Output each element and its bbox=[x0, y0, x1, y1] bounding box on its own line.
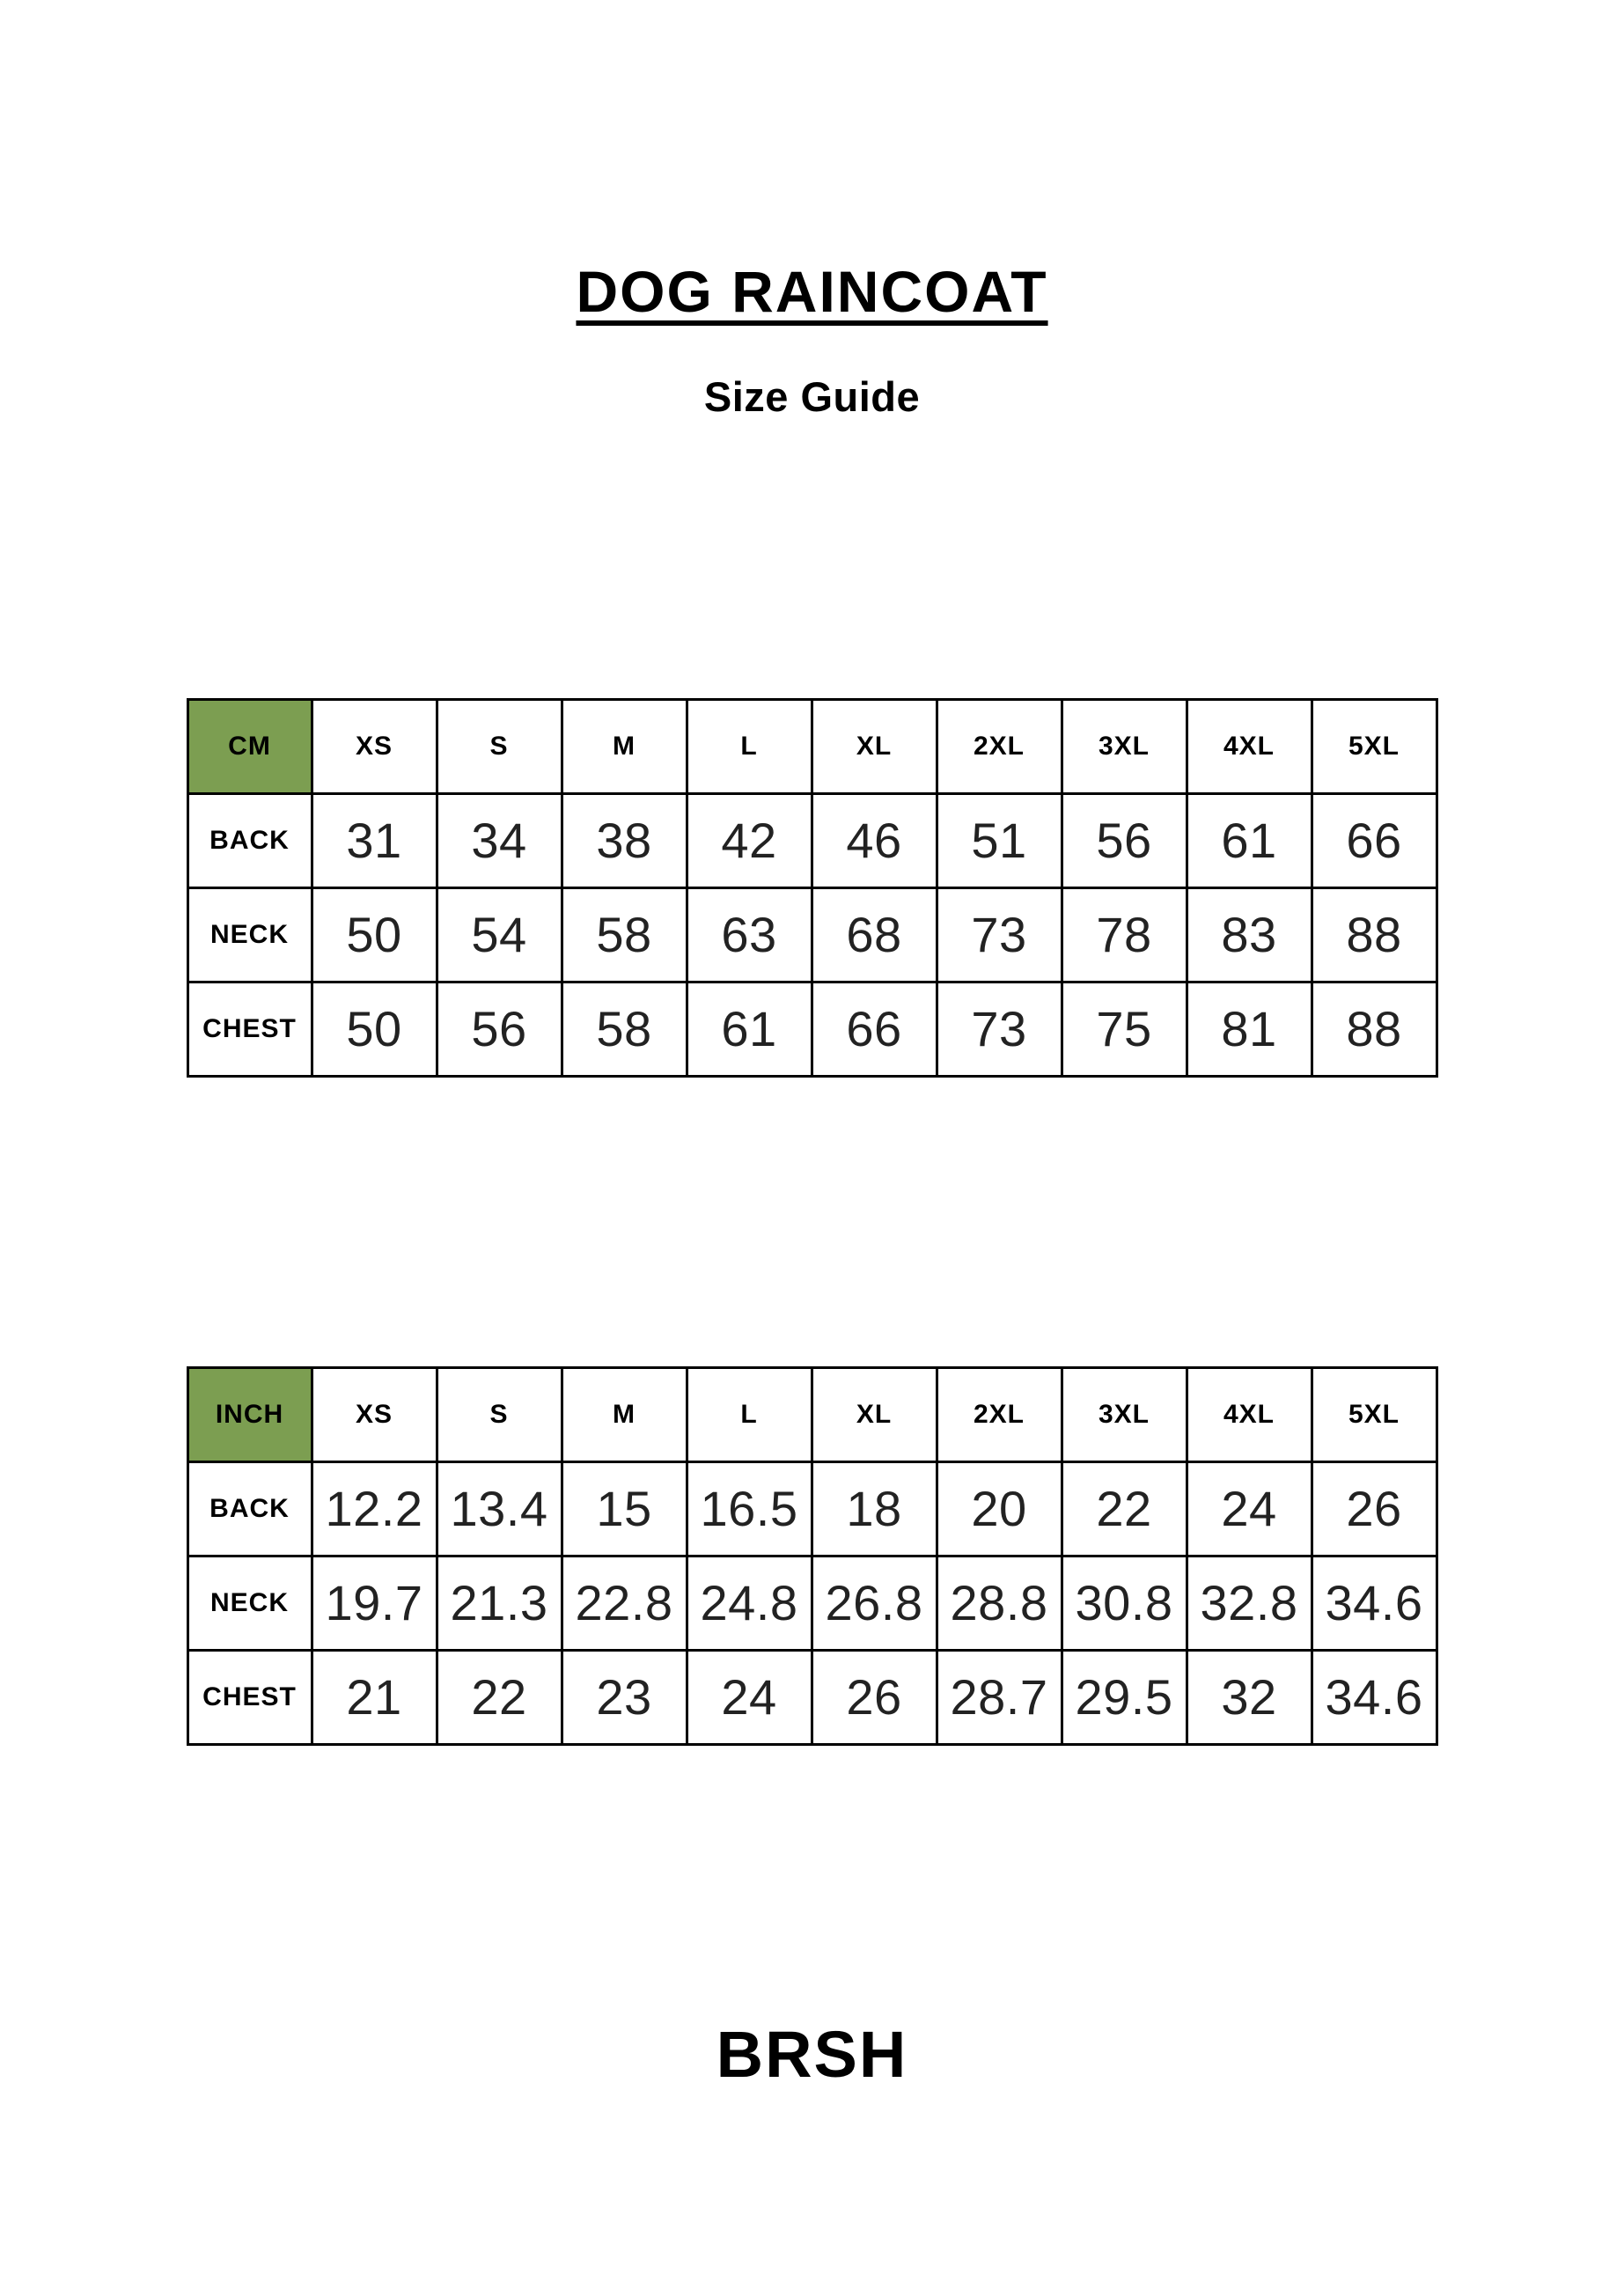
table-cell: 31 bbox=[312, 793, 437, 887]
header-row bbox=[187, 699, 1437, 793]
size-column-header: XS bbox=[312, 1367, 437, 1461]
table-cell: 16.5 bbox=[687, 1461, 812, 1556]
table-row-back-inch bbox=[187, 1461, 1437, 1556]
brand-logo: BRSH bbox=[716, 2017, 908, 2091]
table-cell: 34.6 bbox=[1312, 1556, 1437, 1650]
table-cell: 51 bbox=[937, 793, 1062, 887]
table-cell: 73 bbox=[937, 982, 1062, 1076]
table-cell: 30.8 bbox=[1062, 1556, 1187, 1650]
table-cell: 22 bbox=[437, 1650, 562, 1744]
table-cell: 34 bbox=[437, 793, 562, 887]
size-column-header: S bbox=[437, 699, 562, 793]
table-cell: 66 bbox=[1312, 793, 1437, 887]
row-label: BACK bbox=[187, 793, 312, 887]
size-column-header: L bbox=[687, 1367, 812, 1461]
table-cell: 83 bbox=[1187, 887, 1312, 982]
table-cell: 73 bbox=[937, 887, 1062, 982]
table-cell: 22.8 bbox=[562, 1556, 687, 1650]
page-subtitle: Size Guide bbox=[703, 373, 921, 421]
row-label: NECK bbox=[187, 1556, 312, 1650]
table-cell: 78 bbox=[1062, 887, 1187, 982]
size-column-header: 4XL bbox=[1187, 1367, 1312, 1461]
table-cell: 61 bbox=[687, 982, 812, 1076]
table-cell: 63 bbox=[687, 887, 812, 982]
table-cell: 28.7 bbox=[937, 1650, 1062, 1744]
row-label: CHEST bbox=[187, 1650, 312, 1744]
table-cell: 29.5 bbox=[1062, 1650, 1187, 1744]
table-cell: 38 bbox=[562, 793, 687, 887]
page-title: DOG RAINCOAT bbox=[576, 259, 1048, 324]
size-table-cm bbox=[187, 698, 1438, 1078]
size-column-header: S bbox=[437, 1367, 562, 1461]
header-row bbox=[187, 1367, 1437, 1461]
table-cell: 54 bbox=[437, 887, 562, 982]
table-cell: 18 bbox=[812, 1461, 937, 1556]
table-cell: 24 bbox=[687, 1650, 812, 1744]
table-cell: 28.8 bbox=[937, 1556, 1062, 1650]
size-column-header: L bbox=[687, 699, 812, 793]
table-cell: 56 bbox=[1062, 793, 1187, 887]
size-column-header: XL bbox=[812, 1367, 937, 1461]
table-cell: 66 bbox=[812, 982, 937, 1076]
size-column-header: 5XL bbox=[1312, 699, 1437, 793]
unit-cell-cm: CM bbox=[187, 699, 312, 793]
size-column-header: 5XL bbox=[1312, 1367, 1437, 1461]
table-cell: 23 bbox=[562, 1650, 687, 1744]
unit-cell-inch: INCH bbox=[187, 1367, 312, 1461]
size-column-header: 3XL bbox=[1062, 699, 1187, 793]
table-cell: 12.2 bbox=[312, 1461, 437, 1556]
table-cell: 61 bbox=[1187, 793, 1312, 887]
size-column-header: 3XL bbox=[1062, 1367, 1187, 1461]
row-label: NECK bbox=[187, 887, 312, 982]
table-row-neck-cm bbox=[187, 887, 1437, 982]
table-cell: 19.7 bbox=[312, 1556, 437, 1650]
table-cell: 50 bbox=[312, 982, 437, 1076]
table-cell: 88 bbox=[1312, 887, 1437, 982]
table-cell: 24 bbox=[1187, 1461, 1312, 1556]
table-cell: 81 bbox=[1187, 982, 1312, 1076]
size-column-header: 2XL bbox=[937, 1367, 1062, 1461]
size-column-header: 4XL bbox=[1187, 699, 1312, 793]
table-cell: 50 bbox=[312, 887, 437, 982]
size-column-header: XL bbox=[812, 699, 937, 793]
table-cell: 26 bbox=[812, 1650, 937, 1744]
table-row-chest-inch bbox=[187, 1650, 1437, 1744]
table-row-back-cm bbox=[187, 793, 1437, 887]
table-cell: 24.8 bbox=[687, 1556, 812, 1650]
table-cell: 21 bbox=[312, 1650, 437, 1744]
table-row-chest-cm bbox=[187, 982, 1437, 1076]
table-cell: 42 bbox=[687, 793, 812, 887]
table-cell: 32 bbox=[1187, 1650, 1312, 1744]
size-column-header: M bbox=[562, 1367, 687, 1461]
size-column-header: 2XL bbox=[937, 699, 1062, 793]
table-cell: 26.8 bbox=[812, 1556, 937, 1650]
table-cell: 21.3 bbox=[437, 1556, 562, 1650]
size-column-header: XS bbox=[312, 699, 437, 793]
table-cell: 46 bbox=[812, 793, 937, 887]
table-cell: 15 bbox=[562, 1461, 687, 1556]
table-cell: 58 bbox=[562, 982, 687, 1076]
table-cell: 68 bbox=[812, 887, 937, 982]
table-row-neck-inch bbox=[187, 1556, 1437, 1650]
table-cell: 34.6 bbox=[1312, 1650, 1437, 1744]
table-cell: 22 bbox=[1062, 1461, 1187, 1556]
size-column-header: M bbox=[562, 699, 687, 793]
table-cell: 20 bbox=[937, 1461, 1062, 1556]
table-cell: 32.8 bbox=[1187, 1556, 1312, 1650]
table-cell: 75 bbox=[1062, 982, 1187, 1076]
row-label: CHEST bbox=[187, 982, 312, 1076]
row-label: BACK bbox=[187, 1461, 312, 1556]
table-cell: 58 bbox=[562, 887, 687, 982]
table-cell: 56 bbox=[437, 982, 562, 1076]
table-cell: 88 bbox=[1312, 982, 1437, 1076]
table-cell: 13.4 bbox=[437, 1461, 562, 1556]
size-table-inch bbox=[187, 1366, 1438, 1746]
table-cell: 26 bbox=[1312, 1461, 1437, 1556]
